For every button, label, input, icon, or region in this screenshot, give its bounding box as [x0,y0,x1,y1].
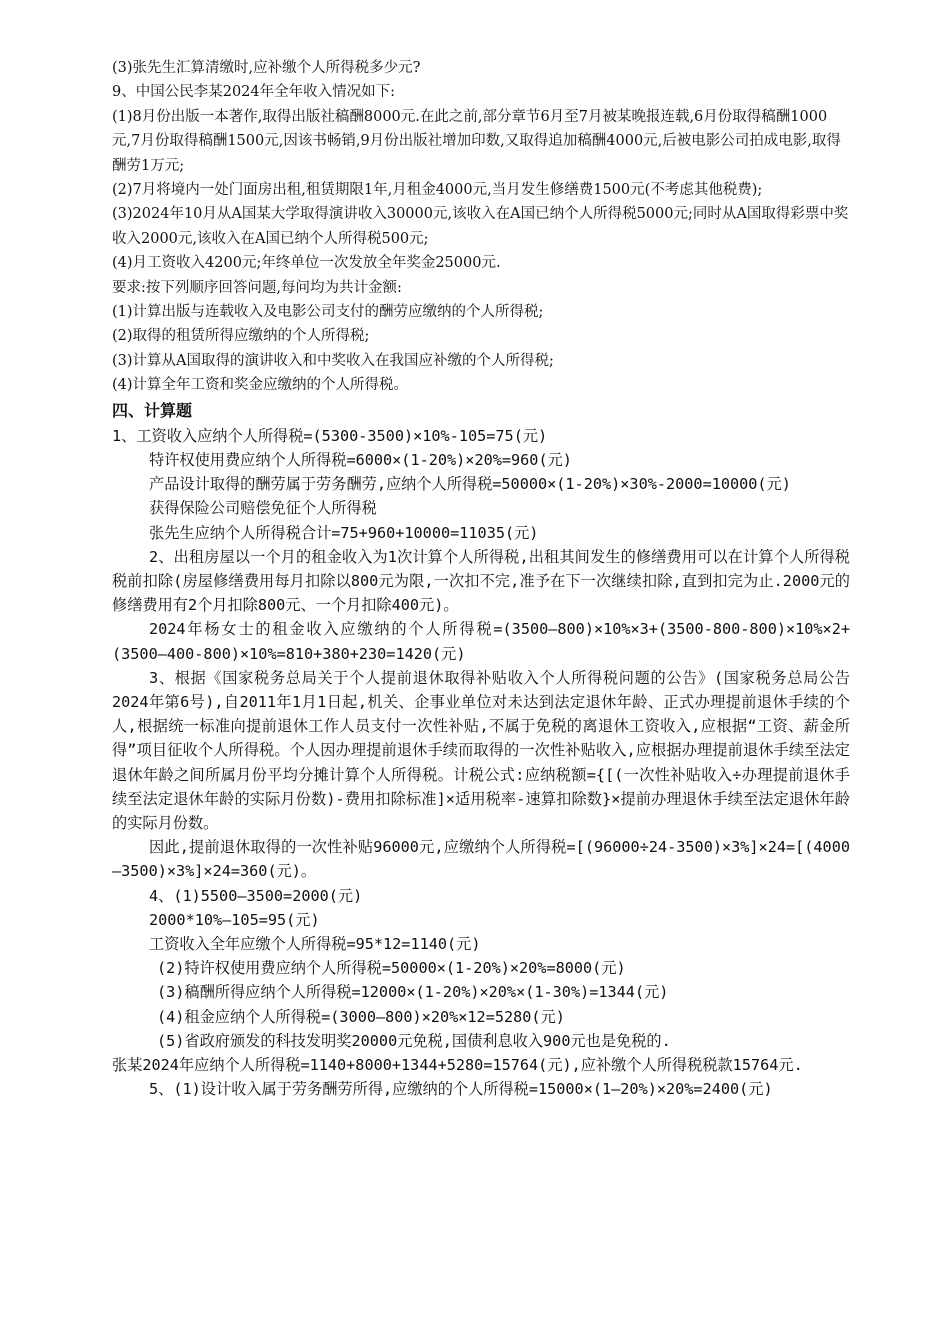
answer-3-para-2: 因此,提前退休取得的一次性补贴96000元,应缴纳个人所得税=[(96000÷24-3500)×3%]×24=[(4000—3500)×3%]×24=360(元)。 [112,838,850,881]
answer-1-line-5: 张先生应纳个人所得税合计=75+960+10000=11035(元) [149,523,539,542]
requirement-4: (4)计算全年工资和奖金应缴纳的个人所得税。 [112,377,409,394]
answer-1-line-1: 1、工资收入应纳个人所得税=(5300-3500)×10%-105=75(元) [112,426,548,445]
question-8-part-3: (3)张先生汇算清缴时,应补缴个人所得税多少元? [112,60,421,76]
question-9-item-4: (4)月工资收入4200元;年终单位一次发放全年奖金25000元. [112,255,501,272]
answer-4-line-8: 张某2024年应纳个人所得税=1140+8000+1344+5280=15764(元),应补缴个人所得税税款15764元. [112,1055,803,1074]
answer-4-line-3: 工资收入全年应缴个人所得税=95*12=1140(元) [149,934,481,953]
requirement-1: (1)计算出版与连载收入及电影公司支付的酬劳应缴纳的个人所得税; [112,304,544,321]
answer-4-line-1: 4、(1)5500—3500=2000(元) [149,886,363,905]
question-9-item-3: (3)2024年10月从A国某大学取得演讲收入30000元,该收入在A国已纳个人所得税5000元;同时从A国取得彩票中奖收入2000元,该收入在A国已纳个人所得税500元; [112,206,849,247]
requirement-3: (3)计算从A国取得的演讲收入和中奖收入在我国应补缴的个人所得税; [112,352,554,369]
answer-1-line-3: 产品设计取得的酬劳属于劳务酬劳,应纳个人所得税=50000×(1-20%)×30%-2000=10000(元) [149,475,791,494]
answer-4-line-5: (3)稿酬所得应纳个人所得税=12000×(1-20%)×20%×(1-30%)=1344(元) [157,983,669,1002]
answer-5-line-1: 5、(1)设计收入属于劳务酬劳所得,应缴纳的个人所得税=15000×(1—20%)×20%=2400(元) [149,1080,773,1099]
question-9-title: 9、中国公民李某2024年全年收入情况如下: [112,84,396,101]
questions-block [112,56,850,398]
answer-1-line-2: 特许权使用费应纳个人所得税=6000×(1-20%)×20%=960(元) [149,450,572,469]
answer-3-para-1: 3、根据《国家税务总局关于个人提前退休取得补贴收入个人所得税问题的公告》(国家税务总局公告2024年第6号),自2011年1月1日起,机关、企事业单位对未达到法定退休年龄、正式办理提前退休手续的个人,根据统一标准向提前退休工作人员支付一次性补贴,不属于免税的离退休工资收入,应根据“工资、薪金所得”项目征收个人所得税。个人因办理提前退休手续而取得的一次性补贴收入,应根据办理提前退休手续至法定退休年龄之间所属月份平均分摊计算个人所得税。计税公式:应纳税额={[(一次性补贴收入÷办理提前退休手续至法定退休年龄的实际月份数)-费用扣除标准]×适用税率-速算扣除数}×提前办理退休手续至法定退休年龄的实际月份数。 [112,668,850,832]
question-9-item-1: (1)8月份出版一本著作,取得出版社稿酬8000元.在此之前,部分章节6月至7月被某晚报连载,6月份取得稿酬1000元,7月份取得稿酬1500元,因该书畅销,9月份出版社增加印数,又取得追加稿酬4000元,后被电影公司拍成电影,取得酬劳1万元; [112,108,841,174]
answers-block [112,424,850,1102]
answer-2-para-1: 2、出租房屋以一个月的租金收入为1次计算个人所得税,出租其间发生的修缮费用可以在计算个人所得税税前扣除(房屋修缮费用每月扣除以800元为限,一次扣不完,准予在下一次继续扣除,直到扣完为止.2000元的修缮费用有2个月扣除800元、一个月扣除400元)。 [112,547,850,615]
section-title: 四、计算题 [112,400,193,420]
answer-1-line-4: 获得保险公司赔偿免征个人所得税 [149,499,377,518]
answer-4-line-6: (4)租金应纳个人所得税=(3000—800)×20%×12=5280(元) [157,1007,565,1026]
requirement-2: (2)取得的租赁所得应缴纳的个人所得税; [112,328,370,345]
answer-4-line-4: (2)特许权使用费应纳个人所得税=50000×(1-20%)×20%=8000(元) [157,959,626,978]
requirement-intro: 要求:按下列顺序回答问题,每问均为共计金额: [112,279,402,296]
question-9-item-2: (2)7月将境内一处门面房出租,租赁期限1年,月租金4000元,当月发生修缮费1500元(不考虑其他税费); [112,182,763,199]
answer-4-line-7: (5)省政府颁发的科技发明奖20000元免税,国债利息收入900元也是免税的. [157,1031,671,1050]
answer-2-para-2: 2024年杨女士的租金收入应缴纳的个人所得税=(3500—800)×10%×3+(3500-800-800)×10%×2+(3500—400-800)×10%=810+380+230=1420(元) [112,620,850,663]
answer-4-line-2: 2000*10%—105=95(元) [149,910,320,929]
